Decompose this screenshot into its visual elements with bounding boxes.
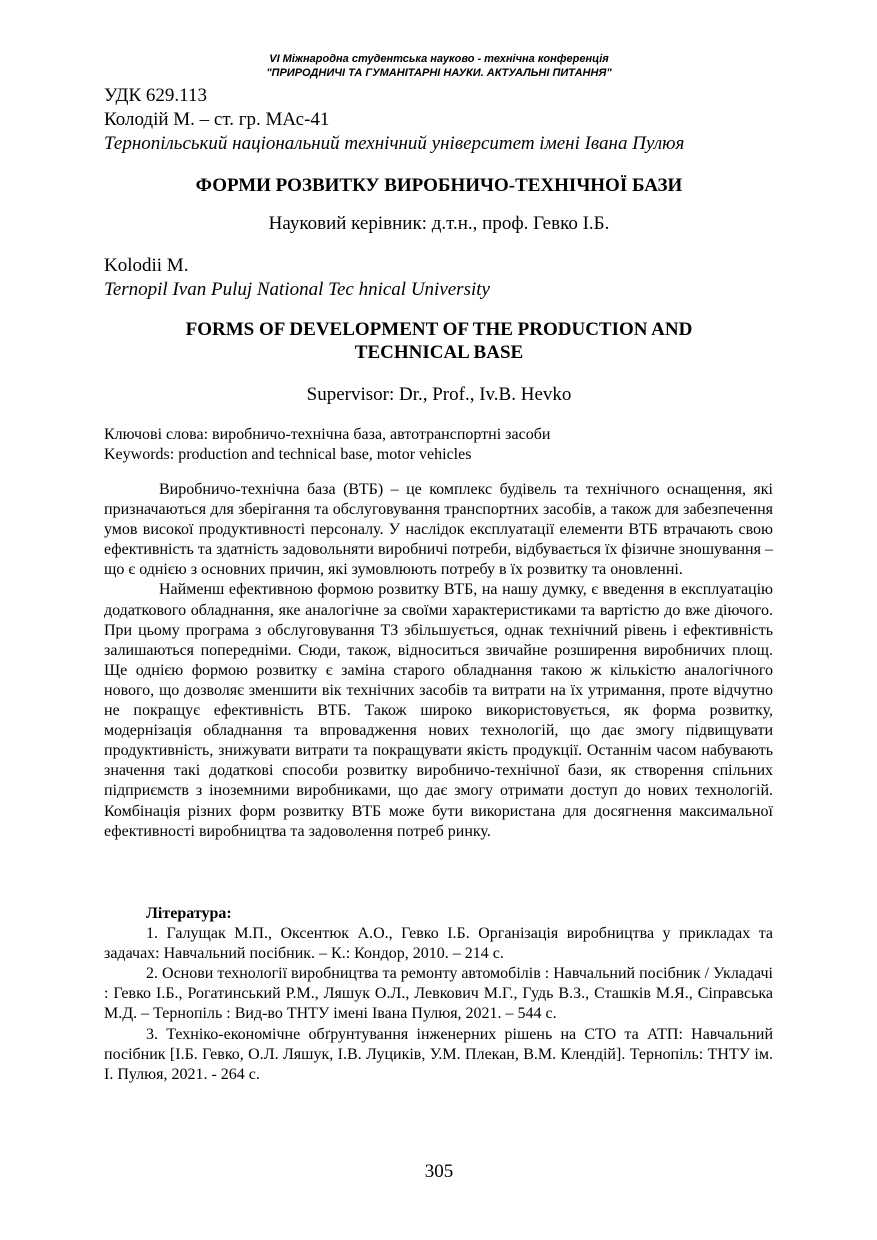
- en-title-line-2: TECHNICAL BASE: [354, 342, 524, 363]
- keywords-en: Keywords: production and technical base, motor vehicles: [104, 446, 472, 463]
- conference-header: [104, 52, 774, 80]
- keywords-ua: Ключові слова: виробничо-технічна база, автотранспортні засоби: [104, 426, 551, 443]
- en-affiliation: Ternopil Ivan Puluj National Tec hnical University: [104, 279, 490, 300]
- body-paragraph-2: Найменш ефективною формою розвитку ВТБ, на нашу думку, є введення в експлуатацію додаткового обладнання, яке аналогічне за своїми характеристиками та вартістю до вже діючого. При цьому програма з обслуговування ТЗ збільшується, однак технічний рівень і ефективність залишаються попередніми. Сюди, також, відноситься звичайне розширення виробничих площ. Ще однією формою розвитку є заміна старого обладнання такою ж кількістю аналогічного нового, що дозволяє зменшити вік технічних засобів та витрати на їх утримання, проте відчутно не покращує ефективність ВТБ. Також широко використовується, як форма розвитку, модернізація обладнання та впровадження нових технологій, що дає змогу підвищувати продуктивність, знижувати витрати та покращувати якість продукції. Останнім часом набувають значення такі додаткові способи розвитку виробничо-технічної бази, як створення спільних підприємств з іноземними виробниками, що дає змогу отримати доступ до нових технологій. Комбінація різних форм розвитку ВТБ може бути використана для досягнення максимальної ефективності виробництва та задоволення потреб ринку.: [104, 581, 773, 840]
- en-supervisor: Supervisor: Dr., Prof., Iv.B. Hevko: [306, 384, 572, 405]
- body-paragraph-1: Виробничо-технічна база (ВТБ) – це комплекс будівель та технічного оснащення, які призначаються для зберігання та обслуговування транспортних засобів, а також для забезпечення умов високої продуктивності персоналу. У наслідок експлуатації елементи ВТБ втрачають свою ефективність та здатність задовольняти виробничі потреби, відбувається їх фізичне зношування – що є однією з основних причин, які зумовлюють потребу в їх розвитку та оновленні.: [104, 481, 773, 579]
- ua-title: ФОРМИ РОЗВИТКУ ВИРОБНИЧО-ТЕХНІЧНОЇ БАЗИ: [195, 175, 683, 196]
- conference-header-line-2: "ПРИРОДНИЧІ ТА ГУМАНІТАРНІ НАУКИ. АКТУАЛЬНІ ПИТАННЯ": [266, 67, 612, 79]
- ua-supervisor: Науковий керівник: д.т.н., проф. Гевко І.Б.: [268, 213, 610, 234]
- reference-item-2: 2. Основи технології виробництва та ремонту автомобілів : Навчальний посібник / Укладачі : Гевко І.Б., Рогатинський Р.М., Ляшук О.Л., Левкович М.Г., Гудь В.З., Сташків М.Я., Сіправська М.Д. – Тернопіль : Вид-во ТНТУ імені Івана Пулюя, 2021. – 544 с.: [104, 965, 773, 1023]
- en-meta-block: [104, 254, 784, 302]
- references-title: Література:: [146, 905, 232, 922]
- reference-item-1: 1. Галущак М.П., Оксентюк А.О., Гевко І.Б. Організація виробництва у прикладах та задачах: Навчальний посібник. – К.: Кондор, 2010. – 214 с.: [104, 925, 773, 963]
- en-title: [104, 318, 774, 364]
- page-number: 305: [424, 1161, 454, 1182]
- en-title-line-1: FORMS OF DEVELOPMENT OF THE PRODUCTION AND: [185, 319, 693, 340]
- conference-header-line-1: VI Міжнародна студентська науково - технічна конференція: [269, 53, 609, 65]
- ua-meta-block: [104, 84, 784, 156]
- en-author: Kolodii M.: [104, 255, 189, 276]
- ua-affiliation: Тернопільський національний технічний університет імені Івана Пулюя: [104, 133, 685, 154]
- udk-code: УДК 629.113: [104, 85, 207, 106]
- keywords-block: [104, 425, 784, 465]
- ua-author: Колодій М. – ст. гр. МАс-41: [104, 109, 330, 130]
- references-section: [104, 904, 773, 1085]
- body-text: [104, 480, 773, 842]
- reference-item-3: 3. Техніко-економічне обґрунтування інженерних рішень на СТО та АТП: Навчальний посібник [І.Б. Гевко, О.Л. Ляшук, І.В. Луциків, У.М. Плекан, В.М. Клендій]. Тернопіль: ТНТУ ім. І. Пулюя, 2021. - 264 с.: [104, 1025, 773, 1083]
